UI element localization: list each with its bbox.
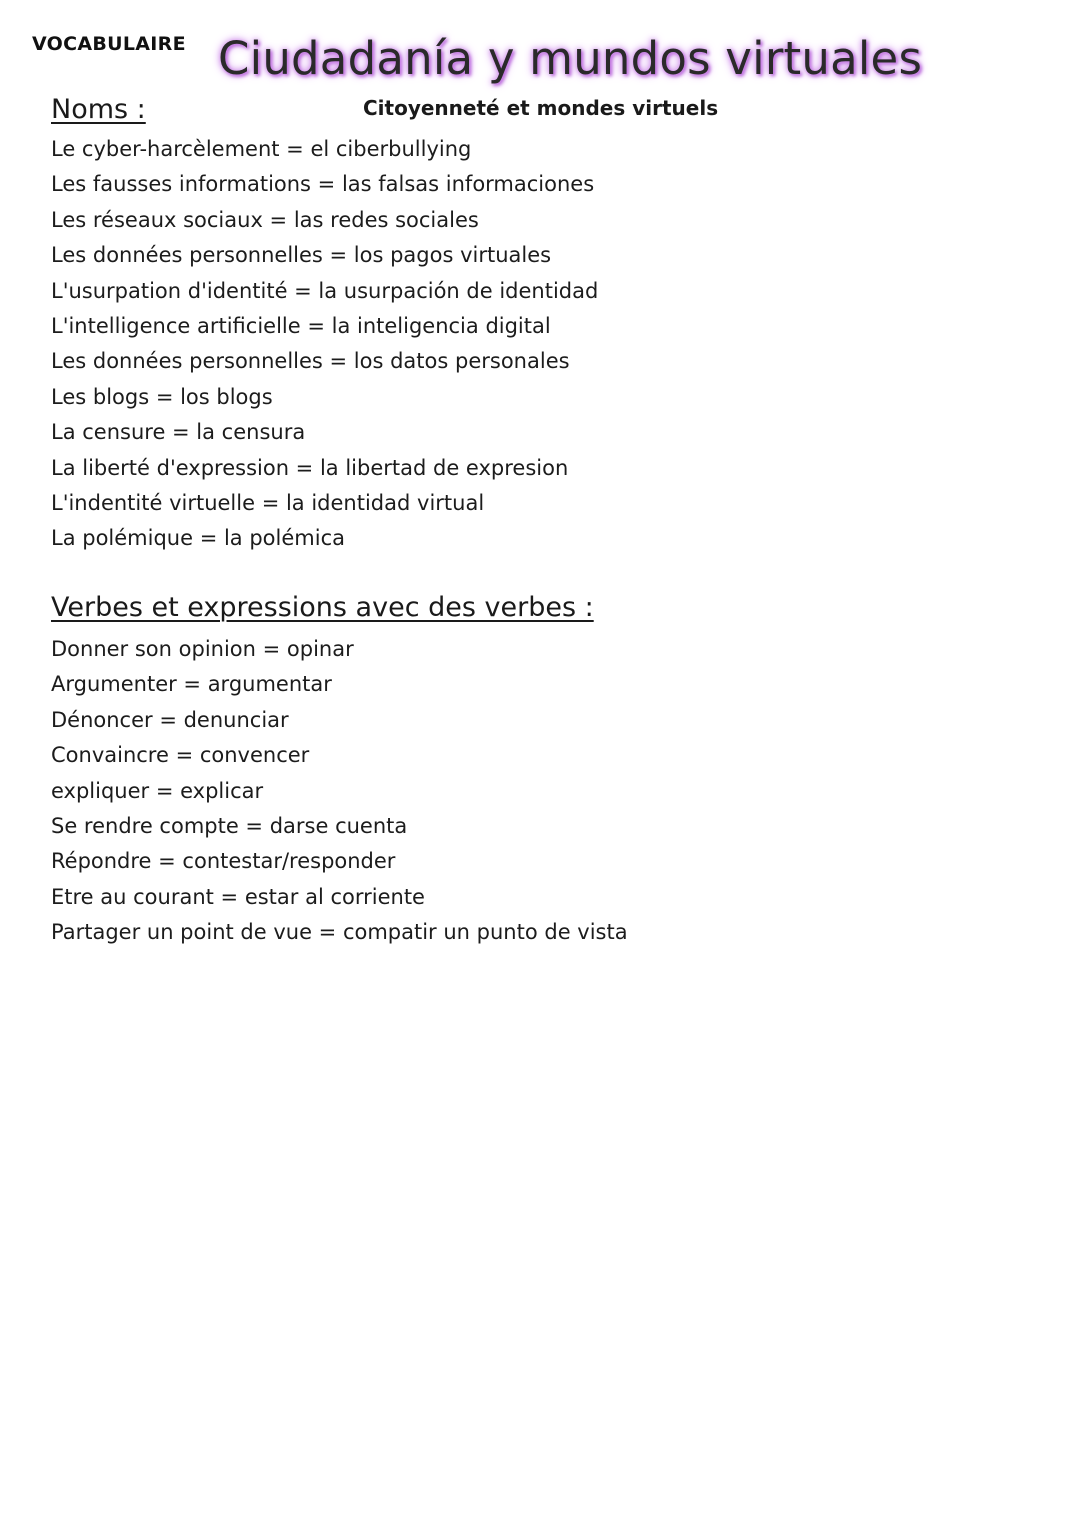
list-item: Le cyber-harcèlement = el ciberbullying [51, 137, 472, 161]
vocabulary-label: VOCABULAIRE [32, 33, 186, 55]
list-item: La liberté d'expression = la libertad de expresion [51, 455, 569, 480]
list-item: Dénoncer = denunciar [51, 707, 289, 732]
list-item: Les données personnelles = los datos personales [51, 349, 570, 374]
list-item: Répondre = contestar/responder [51, 849, 396, 874]
list-item: L'usurpation d'identité = la usurpación de identidad [51, 278, 599, 303]
section-heading-verbes: Verbes et expressions avec des verbes : [51, 592, 594, 623]
section-heading-noms: Noms : [51, 94, 146, 125]
list-item: Les réseaux sociaux = las redes sociales [51, 207, 479, 232]
list-item: expliquer = explicar [51, 778, 264, 803]
list-item: Les fausses informations = las falsas informaciones [51, 172, 595, 197]
list-item: L'intelligence artificielle = la inteligencia digital [51, 313, 551, 338]
list-item: Argumenter = argumentar [51, 672, 332, 697]
list-item: Etre au courant = estar al corriente [51, 884, 425, 909]
list-item: Partager un point de vue = compatir un punto de vista [51, 920, 628, 945]
list-item: Les données personnelles = los pagos virtuales [51, 243, 552, 268]
list-item: Les blogs = los blogs [51, 384, 273, 409]
list-item: La censure = la censura [51, 420, 306, 445]
page-title: Ciudadanía y mundos virtuales [218, 32, 923, 85]
list-item: La polémique = la polémica [51, 526, 345, 551]
list-item: L'indentité virtuelle = la identidad virtual [51, 490, 485, 515]
list-item: Donner son opinion = opinar [51, 637, 354, 661]
noms-list [51, 132, 598, 557]
list-item: Se rendre compte = darse cuenta [51, 813, 408, 838]
list-item: Convaincre = convencer [51, 743, 310, 768]
verbes-list [51, 632, 628, 951]
page-subtitle: Citoyenneté et mondes virtuels [363, 96, 719, 120]
